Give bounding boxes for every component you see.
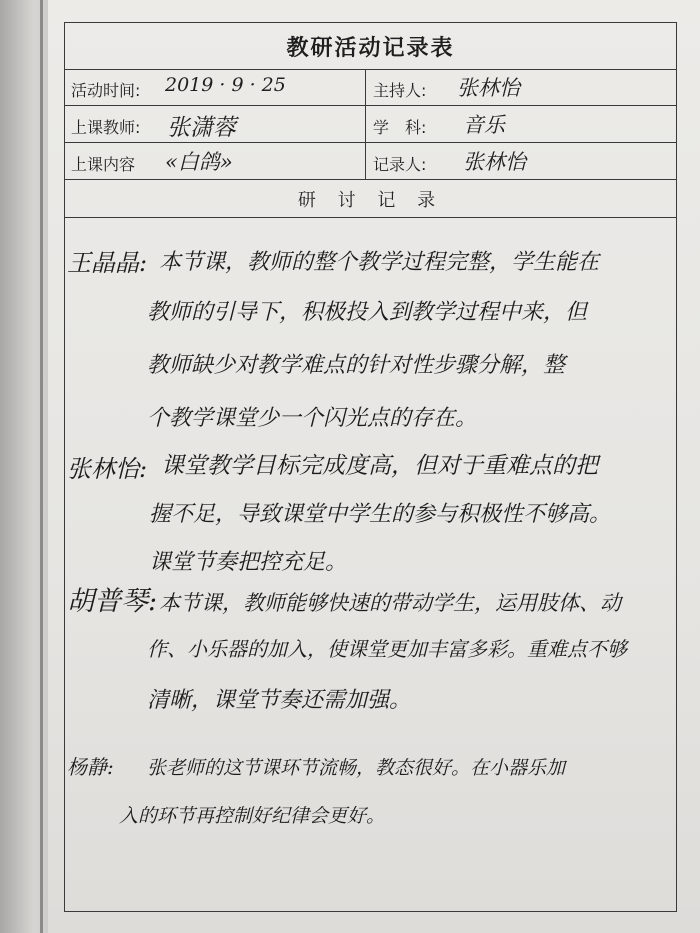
notebook-spine [40, 0, 43, 933]
teacher-value: 张潇蓉 [167, 115, 236, 141]
speaker-name: 杨静: [67, 755, 114, 779]
column-divider [365, 106, 366, 142]
content-value: «白鸽» [165, 150, 233, 174]
subject-value: 音乐 [463, 113, 505, 137]
record-line: 个教学课堂少一个闪光点的存在。 [147, 406, 478, 431]
record-line: 握不足，导致课堂中学生的参与积极性不够高。 [149, 502, 612, 527]
column-divider [365, 69, 366, 105]
content-label: 上课内容 [71, 155, 136, 174]
form-title: 教研活动记录表 [65, 23, 676, 70]
subject-label: 学 科: [373, 118, 427, 137]
speaker-name: 王晶晶: [67, 249, 148, 277]
record-line: 课堂教学目标完成度高，但对于重难点的把 [161, 453, 598, 479]
record-line: 本节课，教师能够快速的带动学生，运用肢体、动 [159, 591, 621, 615]
info-row-teacher-subject [65, 106, 676, 143]
record-line: 作、小乐器的加入，使课堂更加丰富多彩。重难点不够 [147, 637, 627, 661]
record-line: 张老师的这节课环节流畅，教态很好。在小器乐加 [147, 757, 566, 779]
host-label: 主持人: [373, 81, 427, 100]
section-title: 研 讨 记 录 [65, 180, 676, 218]
record-form [64, 22, 677, 912]
info-row-time-host [65, 69, 676, 106]
teacher-label: 上课教师: [71, 118, 141, 137]
record-line: 教师缺少对教学难点的针对性步骤分解，整 [147, 353, 566, 378]
record-line: 课堂节奏把控充足。 [149, 550, 348, 575]
speaker-name: 胡普琴: [67, 586, 158, 617]
activity-time-value: 2019 · 9 · 25 [165, 74, 286, 96]
column-divider [365, 143, 366, 179]
activity-time-label: 活动时间: [71, 81, 141, 100]
speaker-name: 张林怡: [67, 455, 148, 483]
record-line: 本节课，教师的整个教学过程完整，学生能在 [159, 250, 600, 275]
record-line: 清晰，课堂节奏还需加强。 [147, 688, 412, 713]
host-value: 张林怡 [457, 76, 520, 100]
recorder-label: 记录人: [373, 155, 427, 174]
recorder-value: 张林怡 [463, 150, 526, 174]
record-line: 入的环节再控制好纪律会更好。 [119, 805, 386, 827]
info-row-content-recorder [65, 143, 676, 180]
record-line: 教师的引导下，积极投入到教学过程中来，但 [147, 300, 588, 325]
